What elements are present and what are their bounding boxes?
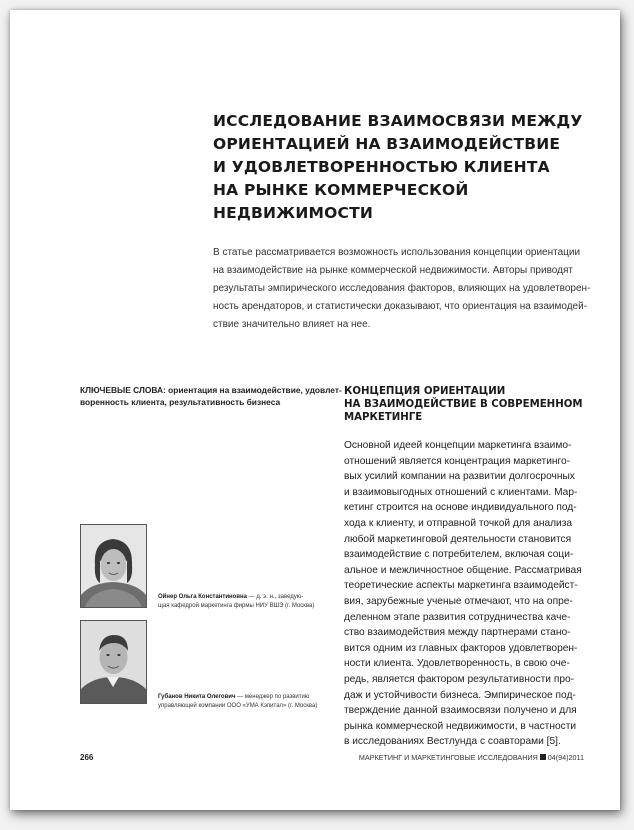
body-line: и взаимовыгодных отношений с клиентами. Мар- bbox=[344, 486, 578, 498]
journal-page bbox=[10, 10, 620, 810]
section-heading bbox=[344, 385, 594, 424]
section-heading-line: МАРКЕТИНГЕ bbox=[344, 412, 423, 423]
author-role: — д. э. н., заведую- bbox=[247, 594, 304, 600]
title-line: ИССЛЕДОВАНИЕ ВЗАИМОСВЯЗИ МЕЖДУ bbox=[213, 112, 583, 130]
body-line: взаимодействие с потребителем, включая соци- bbox=[344, 549, 574, 561]
author-photo-gubanov bbox=[80, 620, 147, 704]
author-caption-gubanov bbox=[158, 693, 328, 711]
body-line: альное и межличностное общение. Рассматривая bbox=[344, 564, 582, 576]
abstract-line: результаты эмпирического исследования факторов, влияющих на удовлетворен- bbox=[213, 283, 591, 294]
separator-square-icon bbox=[540, 754, 546, 760]
title-line: НЕДВИЖИМОСТИ bbox=[213, 204, 374, 222]
body-line: любой маркетинговой деятельности становится bbox=[344, 533, 572, 545]
keywords-block bbox=[80, 384, 342, 408]
journal-footer bbox=[359, 753, 584, 762]
body-line: вится одним из главных факторов удовлетворен- bbox=[344, 642, 578, 654]
body-line: вых усилий компании на развитии долгосрочных bbox=[344, 471, 575, 483]
author-affiliation: управляющей компании ООО «УМА Кэпитал» (г. Москва) bbox=[158, 703, 318, 709]
body-line: ство взаимодействия между партнерами стано- bbox=[344, 627, 571, 639]
keywords-line: КЛЮЧЕВЫЕ СЛОВА: ориентация на взаимодействие, удовлет- bbox=[80, 385, 342, 395]
body-line: ности клиента. Удовлетворенность, в свою оче- bbox=[344, 658, 570, 670]
author-caption-oyner bbox=[158, 593, 328, 611]
author-role: — менеджер по развитию bbox=[235, 694, 310, 700]
author-photo-oyner bbox=[80, 524, 147, 608]
article-abstract bbox=[213, 244, 591, 334]
keywords-line: воренность клиента, результативность бизнеса bbox=[80, 397, 281, 407]
title-line: И УДОВЛЕТВОРЕННОСТЬЮ КЛИЕНТА bbox=[213, 158, 550, 176]
body-line: отношений является концентрация маркетинго- bbox=[344, 455, 571, 467]
journal-name: МАРКЕТИНГ И МАРКЕТИНГОВЫЕ ИССЛЕДОВАНИЯ bbox=[358, 753, 538, 762]
author-affiliation: щая кафедрой маркетинга фирмы НИУ ВШЭ (г. Москва) bbox=[158, 603, 315, 609]
abstract-line: В статье рассматривается возможность использования концепции ориентации bbox=[213, 247, 581, 258]
title-line: ОРИЕНТАЦИЕЙ НА ВЗАИМОДЕЙСТВИЕ bbox=[213, 135, 561, 153]
page-number: 266 bbox=[80, 753, 94, 762]
section-heading-line: КОНЦЕПЦИЯ ОРИЕНТАЦИИ bbox=[344, 386, 506, 397]
body-line: тверждение данной взаимосвязи получено и для bbox=[344, 705, 577, 717]
article-title bbox=[213, 110, 583, 225]
body-line: даж и устойчивости бизнеса. Эмпирическое под- bbox=[344, 689, 576, 701]
abstract-line: на взаимодействие на рынке коммерческой недвижимости. Авторы приводят bbox=[213, 265, 573, 276]
body-line: Основной идеей концепции маркетинга взаимо- bbox=[344, 440, 572, 451]
body-line: деленном этапе развития сотрудничества каче- bbox=[344, 611, 571, 623]
body-line: редь, является фактором результативности про- bbox=[344, 673, 575, 685]
body-line: рынка коммерческой недвижимости, в частности bbox=[344, 720, 577, 732]
journal-issue: 04(94)2011 bbox=[547, 753, 584, 762]
body-paragraph bbox=[344, 438, 594, 750]
body-line: вия, зарубежные ученые отмечают, что на опре- bbox=[344, 595, 573, 607]
section-heading-line: НА ВЗАИМОДЕЙСТВИЕ В СОВРЕМЕННОМ bbox=[344, 399, 583, 410]
body-line: теоретические аспекты маркетинга взаимодейст- bbox=[344, 580, 578, 592]
abstract-line: ствие значительно влияет на нее. bbox=[213, 319, 371, 330]
title-line: НА РЫНКЕ КОММЕРЧЕСКОЙ bbox=[213, 181, 469, 199]
author-name: Ойнер Ольга Константиновна bbox=[158, 594, 247, 600]
body-line: кетинг строится на основе индивидуального под- bbox=[344, 502, 577, 514]
author-name: Губанов Никита Олегович bbox=[158, 694, 236, 700]
body-line: в исследованиях Вестлунда с соавторами [5]. bbox=[344, 736, 561, 748]
abstract-line: ность арендаторов, и статистически доказывают, что ориентация на взаимодей- bbox=[213, 301, 588, 312]
body-line: хода к клиенту, и отправной точкой для анализа bbox=[344, 517, 573, 529]
